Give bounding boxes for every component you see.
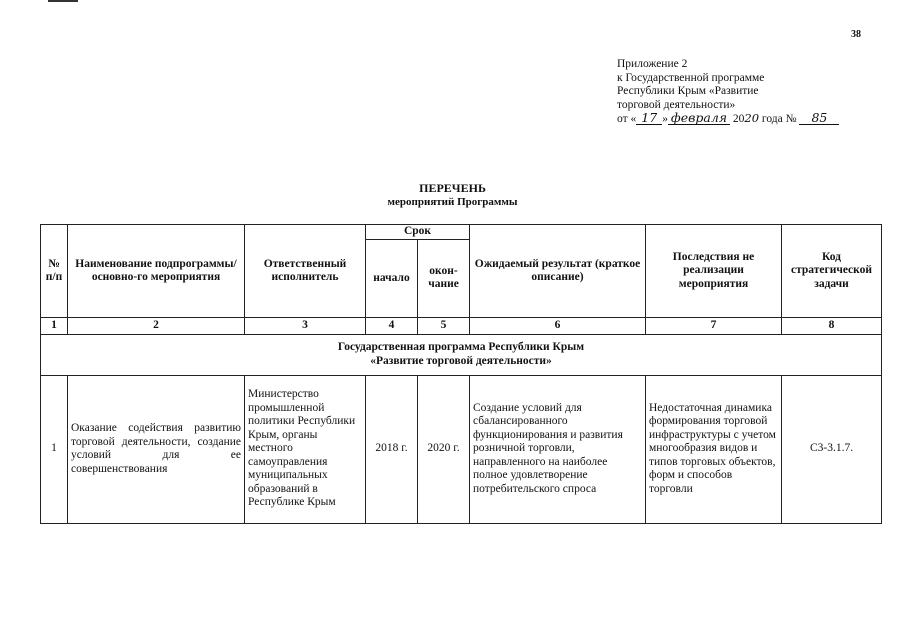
date-year-prefix: 20 [730, 113, 745, 125]
row-result: Создание условий для сбалансированного функционирования и развития розничной торговли, направленного на наиболее полное удовлетворение потребительского спроса [470, 375, 646, 523]
row-name: Оказание содействия развитию торговой деятельности, создание условий для ее совершенствования [68, 375, 245, 523]
column-number: 7 [646, 318, 782, 335]
row-consequences: Недостаточная динамика формирования торговой инфраструктуры с учетом многообразия видов и типов торговых объектов, форм и способов торговли [646, 375, 782, 523]
date-year-handwritten: 20 [744, 111, 760, 125]
document-subtitle: мероприятий Программы [387, 196, 518, 208]
column-number: 4 [366, 318, 418, 335]
column-number: 8 [782, 318, 882, 335]
appendix-line-2: к Государственной программе [617, 71, 765, 84]
column-number: 1 [41, 318, 68, 335]
document-title: ПЕРЕЧЕНЬ [419, 181, 486, 195]
date-mid: » [662, 113, 668, 125]
date-prefix: от « [617, 113, 637, 125]
header-name: Наименование подпрограммы/основно-го мероприятия [68, 225, 245, 318]
row-end: 2020 г. [418, 375, 470, 523]
header-end: окон-чание [418, 239, 470, 318]
appendix-date-line [617, 112, 839, 127]
date-suffix: года № [759, 113, 797, 125]
appendix-header [617, 58, 839, 127]
section-title-line-2: «Развитие торговой деятельности» [370, 354, 552, 367]
page-number: 38 [851, 29, 861, 40]
measures-table [40, 224, 882, 524]
header-code: Код стратегической задачи [782, 225, 882, 318]
table-header-row-1 [41, 225, 882, 240]
row-executor: Министерство промышленной политики Республики Крым, органы местного самоуправления муниципальных образований в Республике Крым [245, 375, 366, 523]
column-number-row [41, 318, 882, 335]
header-start: начало [366, 239, 418, 318]
appendix-line-1: Приложение 2 [617, 58, 688, 70]
header-term: Срок [366, 225, 470, 240]
column-number: 5 [418, 318, 470, 335]
appendix-line-4: торговой деятельности» [617, 98, 736, 111]
section-row [41, 334, 882, 375]
scan-edge-mark [48, 0, 78, 2]
row-num: 1 [41, 375, 68, 523]
column-number: 6 [470, 318, 646, 335]
column-number: 3 [245, 318, 366, 335]
section-title-line-1: Государственная программа Республики Крым [337, 341, 585, 353]
table-row [41, 375, 882, 523]
row-start: 2018 г. [366, 375, 418, 523]
date-day-handwritten: 17 [636, 112, 662, 125]
appendix-line-3: Республики Крым «Развитие [617, 85, 759, 97]
date-month-handwritten: февраля [668, 112, 730, 125]
doc-number-handwritten: 85 [799, 112, 839, 125]
section-title [41, 334, 882, 375]
row-code: С3-3.1.7. [782, 375, 882, 523]
header-executor: Ответственный исполнитель [245, 225, 366, 318]
header-consequences: Последствия не реализации мероприятия [646, 225, 782, 318]
header-num: № п/п [41, 225, 68, 318]
header-result: Ожидаемый результат (краткое описание) [470, 225, 646, 318]
column-number: 2 [68, 318, 245, 335]
